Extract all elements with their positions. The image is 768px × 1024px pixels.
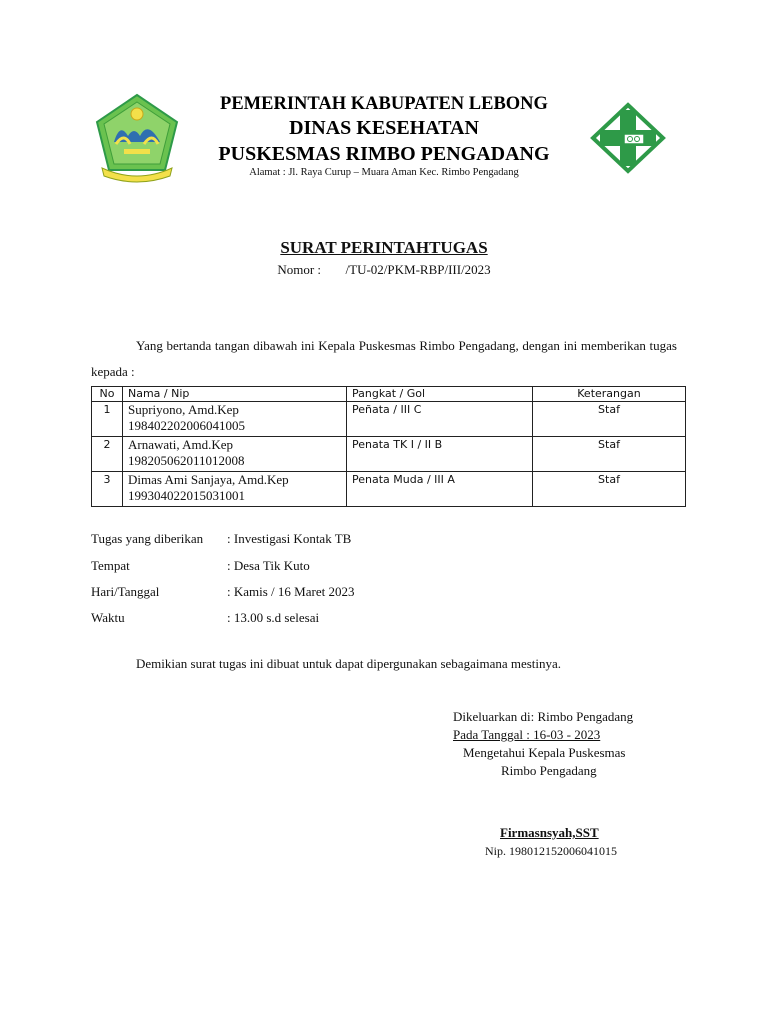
staff-table: [91, 386, 686, 507]
header-nama: Nama / Nip: [123, 387, 347, 402]
detail-waktu-value: : 13.00 s.d selesai: [227, 610, 320, 625]
row-no: 1: [92, 402, 123, 437]
detail-tugas-label: Tugas yang diberikan: [91, 531, 204, 546]
header-pangkat: Pangkat / Gol: [347, 387, 533, 402]
row-pangkat: Penata Muda / III A: [347, 472, 533, 507]
table-header-row: [92, 387, 686, 402]
row-keterangan: Staf: [533, 437, 686, 472]
opening-paragraph: Yang bertanda tangan dibawah ini Kepala Puskesmas Rimbo Pengadang, dengan ini memberikan tugas kepada :: [91, 338, 677, 379]
header-institution: PUSKESMAS RIMBO PENGADANG: [218, 143, 550, 165]
row-nama: Arnawati, Amd.Kep: [128, 437, 234, 452]
letter-number: [0, 262, 768, 278]
detail-hari-value: : Kamis / 16 Maret 2023: [227, 584, 355, 599]
row-keterangan: Staf: [533, 402, 686, 437]
nomor-value: /TU-02/PKM-RBP/III/2023: [345, 262, 491, 277]
row-no: 2: [92, 437, 123, 472]
row-nip: 199304022015031001: [128, 488, 245, 503]
header-no: No: [92, 387, 123, 402]
table-row: [92, 402, 686, 437]
signer-role-line1: Mengetahui Kepala Puskesmas: [463, 745, 626, 760]
row-no: 3: [92, 472, 123, 507]
detail-waktu-label: Waktu: [91, 610, 125, 625]
header-department: DINAS KESEHATAN: [289, 117, 479, 139]
closing-statement: Demikian surat tugas ini dibuat untuk dapat dipergunakan sebagaimana mestinya.: [136, 656, 562, 671]
nomor-label: Nomor :: [277, 262, 322, 277]
row-nama-nip: [123, 472, 347, 507]
row-nip: 198402202006041005: [128, 418, 245, 433]
signer-role-line2: Rimbo Pengadang: [501, 763, 597, 778]
row-keterangan: Staf: [533, 472, 686, 507]
issue-date: Pada Tanggal : 16-03 - 2023: [453, 727, 601, 742]
header-government: PEMERINTAH KABUPATEN LEBONG: [220, 94, 548, 114]
detail-hari-label: Hari/Tanggal: [91, 584, 160, 599]
detail-tempat-value: : Desa Tik Kuto: [227, 558, 310, 573]
row-nama-nip: [123, 402, 347, 437]
signer-name: Firmasnsyah,SST: [500, 825, 599, 840]
detail-tugas-value: : Investigasi Kontak TB: [227, 531, 352, 546]
row-pangkat: Peñata / III C: [347, 402, 533, 437]
header-keterangan: Keterangan: [533, 387, 686, 402]
signer-nip: Nip. 198012152006041015: [485, 844, 617, 858]
row-nama: Dimas Ami Sanjaya, Amd.Kep: [128, 472, 289, 487]
row-nama-nip: [123, 437, 347, 472]
header-address: Alamat : Jl. Raya Curup – Muara Aman Kec. Rimbo Pengadang: [249, 167, 519, 178]
letter-title: SURAT PERINTAHTUGAS: [280, 238, 488, 257]
table-row: [92, 437, 686, 472]
issued-at: Dikeluarkan di: Rimbo Pengadang: [453, 709, 634, 724]
row-nama: Supriyono, Amd.Kep: [128, 402, 239, 417]
row-nip: 198205062011012008: [128, 453, 245, 468]
row-pangkat: Penata TK I / II B: [347, 437, 533, 472]
table-row: [92, 472, 686, 507]
detail-tempat-label: Tempat: [91, 558, 130, 573]
